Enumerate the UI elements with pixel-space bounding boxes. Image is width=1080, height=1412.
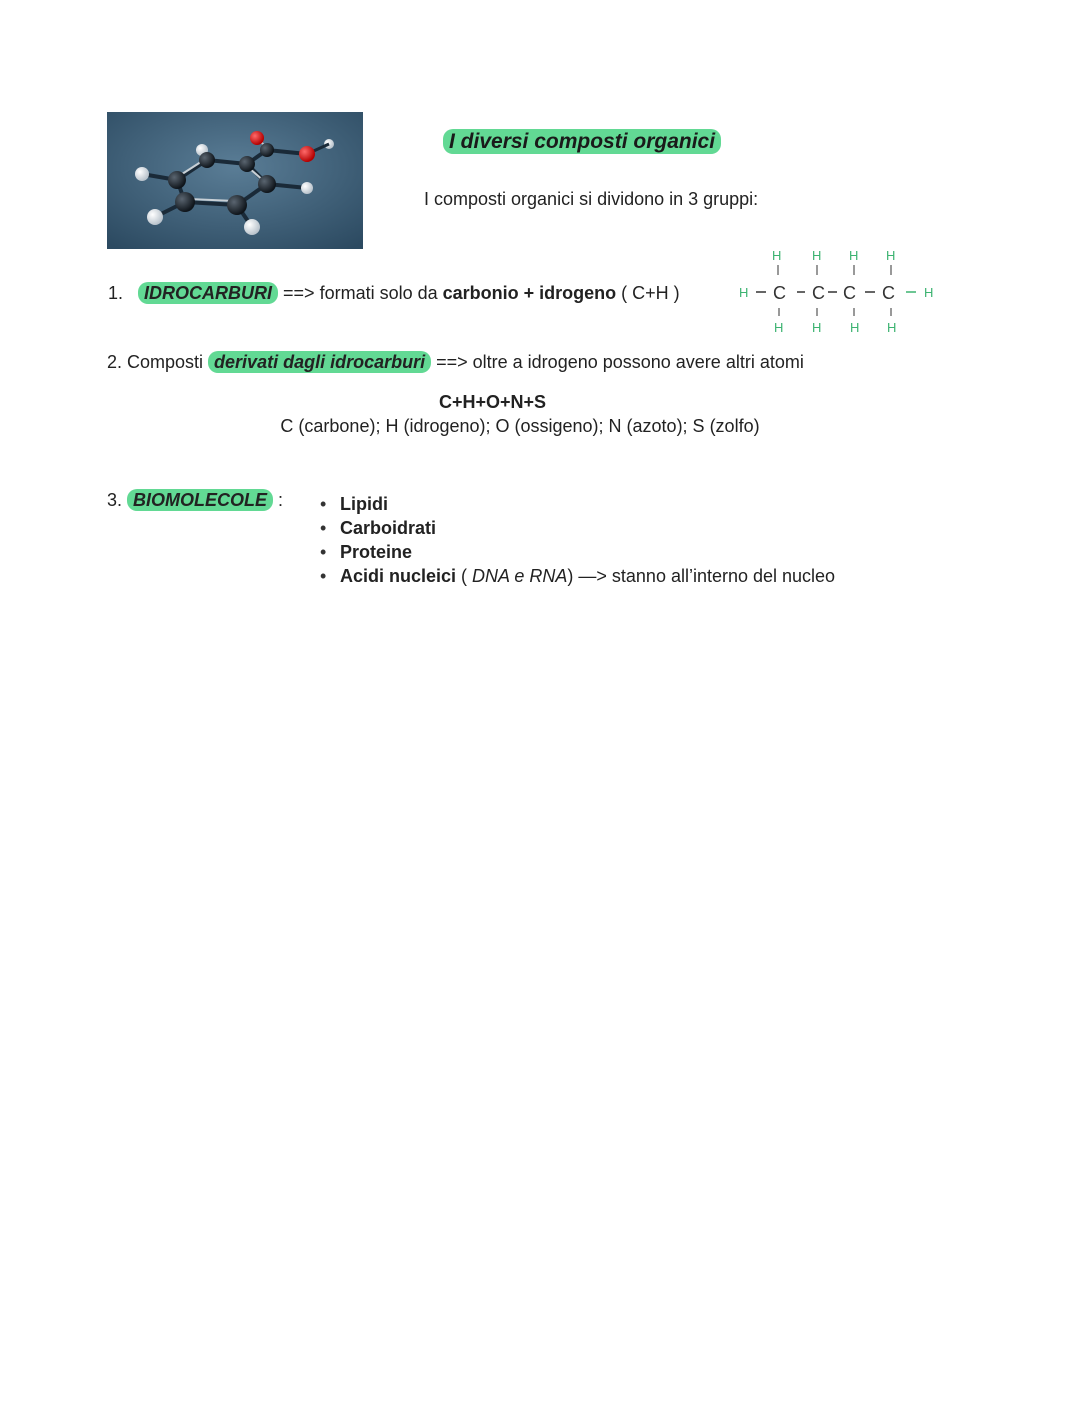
chemical-formula: C+H+O+N+S bbox=[438, 392, 547, 412]
group3-prefix: 3. bbox=[107, 490, 128, 510]
group1-name: IDROCARBURI bbox=[138, 282, 278, 304]
list-item: • Carboidrati bbox=[320, 518, 437, 538]
molecule-image bbox=[107, 112, 363, 249]
h-right: H bbox=[924, 285, 934, 300]
h-top-1: H bbox=[772, 248, 782, 263]
list-item: • Lipidi bbox=[320, 494, 388, 514]
list-bullet-icon: • bbox=[320, 542, 327, 562]
title-highlight: I diversi composti organici bbox=[443, 129, 721, 154]
group2-prefix: 2. Composti bbox=[107, 352, 209, 372]
list-bullet-icon: • bbox=[320, 566, 327, 586]
h-bottom-4: H bbox=[887, 320, 897, 335]
elements-legend: C (carbone); H (idrogeno); O (ossigeno); N (azoto); S (zolfo) bbox=[280, 416, 760, 436]
carbon-3: C bbox=[843, 283, 856, 303]
group1-tail: ( C+H ) bbox=[616, 283, 680, 303]
h-left: H bbox=[739, 285, 749, 300]
carbon-4: C bbox=[882, 283, 895, 303]
group1-bold: carbonio + idrogeno bbox=[442, 283, 617, 303]
biomolecule-list bbox=[320, 494, 835, 590]
group2-tail: ==> oltre a idrogeno possono avere altri atomi bbox=[431, 352, 804, 372]
carbon-1: C bbox=[773, 283, 786, 303]
group3-line bbox=[107, 490, 283, 511]
group1-line bbox=[108, 283, 680, 304]
h-bottom-3: H bbox=[850, 320, 860, 335]
carbon-2: C bbox=[812, 283, 825, 303]
group3-name: BIOMOLECOLE bbox=[127, 489, 273, 511]
group2-line bbox=[107, 352, 804, 373]
group1-arrow: ==> formati solo da bbox=[278, 283, 443, 303]
subtitle: I composti organici si dividono in 3 gruppi: bbox=[424, 189, 759, 209]
group1-number: 1. bbox=[108, 283, 124, 303]
list-item: • Acidi nucleici ( DNA e RNA) —> stanno all’interno del nucleo bbox=[320, 566, 836, 586]
h-bottom-2: H bbox=[812, 320, 822, 335]
list-bullet-icon: • bbox=[320, 494, 327, 514]
structural-formula bbox=[736, 244, 946, 336]
h-top-2: H bbox=[812, 248, 822, 263]
h-top-3: H bbox=[849, 248, 859, 263]
group2-name: derivati dagli idrocarburi bbox=[208, 351, 431, 373]
h-top-4: H bbox=[886, 248, 896, 263]
list-bullet-icon: • bbox=[320, 518, 327, 538]
list-item: • Proteine bbox=[320, 542, 413, 562]
page-title bbox=[443, 130, 721, 154]
group3-colon: : bbox=[273, 490, 284, 510]
h-bottom-1: H bbox=[774, 320, 784, 335]
